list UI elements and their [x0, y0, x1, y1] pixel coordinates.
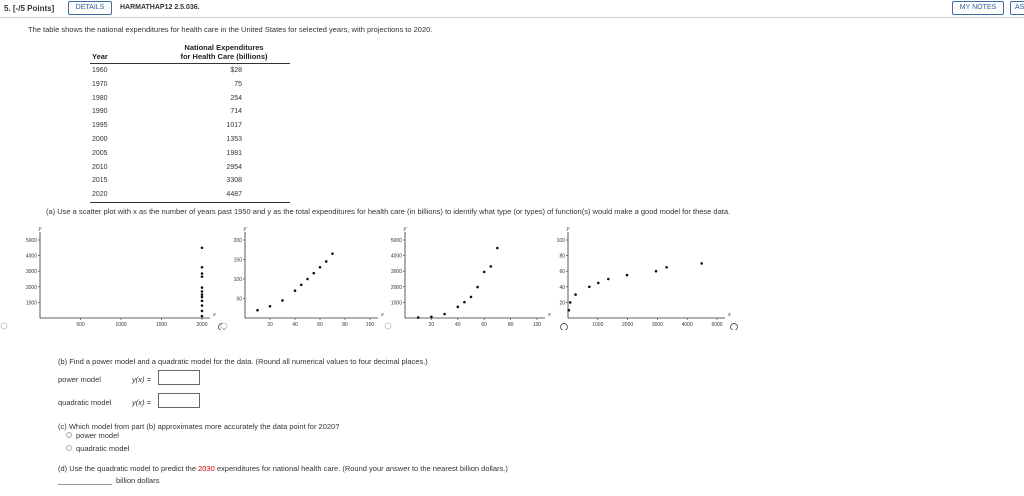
scatter-point — [476, 286, 479, 289]
x-axis-label: x — [213, 312, 216, 318]
scatter-point — [256, 309, 259, 312]
scatter-point — [201, 296, 204, 299]
power-fx-label — [132, 375, 151, 384]
scatter-point — [588, 286, 591, 289]
x-tick-label: 20 — [428, 322, 435, 328]
table-row — [90, 147, 290, 161]
table-cell-value: 2954 — [226, 163, 242, 171]
y-tick-label: 100 — [556, 238, 565, 244]
y-tick-label: 2000 — [390, 284, 402, 291]
x-tick-label: 4000 — [681, 322, 693, 328]
scatter-point — [306, 278, 309, 281]
x-tick-label: 80 — [342, 322, 348, 328]
y-tick-label: 2000 — [25, 284, 37, 291]
scatter-point — [626, 274, 629, 277]
x-axis-label: x — [548, 312, 551, 318]
table-row — [90, 119, 290, 133]
scatter-point — [201, 293, 204, 296]
x-tick-label: 2000 — [196, 322, 208, 328]
table-row — [90, 92, 290, 106]
radio-power-model[interactable] — [66, 432, 72, 438]
prediction-unit: billion dollars — [116, 476, 160, 485]
scatter-point — [300, 284, 303, 287]
x-tick-label: 80 — [507, 322, 514, 328]
y-tick-label: 3000 — [390, 269, 402, 276]
x-tick-label: 100 — [365, 322, 375, 328]
y-axis-label: y — [566, 226, 570, 232]
y-tick-label: 200 — [233, 238, 242, 244]
y-tick-label: 80 — [559, 253, 565, 260]
part-d-prefix: (d) Use the quadratic model to predict the — [58, 464, 199, 473]
table-cell-year: 1970 — [92, 80, 108, 88]
scatter-point — [201, 275, 204, 278]
x-axis-label: x — [381, 312, 384, 318]
y-tick-label: 4000 — [25, 253, 37, 260]
part-b-prompt: (b) Find a power model and a quadratic model for the data. (Round all numerical values to four decimal places.) — [58, 357, 428, 366]
y-tick-label: 1000 — [390, 300, 402, 307]
col-expenditures-header — [164, 43, 284, 61]
scatter-point — [457, 306, 460, 309]
table-bottom-rule — [90, 202, 290, 203]
quadratic-model-input[interactable] — [158, 393, 200, 408]
plot-option-radio-2 — [221, 323, 227, 329]
power-model-label: power model — [58, 375, 101, 384]
y-tick-label: 1000 — [25, 300, 37, 307]
part-a-prompt: (a) Use a scatter plot with x as the number of years past 1950 and y as the total expenditures for health care (in billions) to identify what type (or types) of function(s) would make a good model for these data. — [46, 207, 731, 216]
scatter-point — [331, 252, 334, 255]
table-cell-year: 2020 — [92, 191, 108, 199]
scatter-plots-svg — [0, 222, 1024, 330]
scatter-point — [568, 309, 571, 312]
x-tick-label: 100 — [532, 322, 542, 328]
table-cell-value: 4487 — [226, 191, 242, 199]
table-cell-value: 254 — [230, 94, 242, 102]
details-button[interactable]: DETAILS — [68, 1, 112, 15]
y-axis-label: y — [243, 226, 247, 232]
scatter-point — [463, 301, 466, 304]
table-row — [90, 174, 290, 188]
scatter-point — [700, 262, 703, 265]
info-icon — [731, 324, 738, 331]
table-cell-value: 3308 — [226, 177, 242, 185]
table-row — [90, 188, 290, 202]
scatter-point — [281, 299, 284, 302]
col-exp-line2: for Health Care (billions) — [180, 52, 268, 61]
quadratic-model-label: quadratic model — [58, 398, 112, 407]
scatter-plot-options — [0, 222, 1024, 330]
x-tick-label: 5000 — [711, 322, 723, 328]
y-tick-label: 4000 — [390, 253, 402, 260]
table-header — [90, 42, 290, 64]
x-tick-label: 40 — [455, 322, 461, 328]
scatter-point — [325, 260, 328, 263]
scatter-point — [201, 315, 204, 318]
table-cell-value: 75 — [234, 80, 242, 88]
scatter-point — [201, 286, 204, 289]
x-tick-label: 60 — [317, 322, 323, 328]
x-tick-label: 2000 — [622, 322, 634, 328]
table-row — [90, 64, 290, 78]
table-cell-value: 1353 — [226, 135, 242, 143]
table-cell-year: 2000 — [92, 135, 108, 143]
y-axis-label: y — [38, 226, 42, 232]
scatter-point — [569, 301, 572, 304]
y-axis-label: y — [403, 226, 407, 232]
y-tick-label: 60 — [559, 269, 565, 276]
y-tick-label: 5000 — [390, 238, 402, 244]
scatter-point — [430, 316, 433, 319]
table-row — [90, 105, 290, 119]
table-cell-year: 1980 — [92, 94, 108, 102]
scatter-point — [201, 310, 204, 313]
scatter-point — [417, 316, 420, 319]
scatter-point — [319, 266, 322, 269]
y-tick-label: 3000 — [25, 269, 37, 276]
scatter-point — [201, 290, 204, 293]
x-tick-label: 20 — [267, 322, 273, 328]
scatter-point — [201, 300, 204, 303]
x-tick-label: 3000 — [651, 322, 663, 328]
y-tick-label: 50 — [236, 296, 242, 303]
table-cell-year: 2015 — [92, 177, 108, 185]
scatter-point — [496, 247, 499, 250]
plot-option-radio-3 — [385, 323, 391, 329]
table-cell-value: $28 — [230, 67, 242, 74]
col-year-header: Year — [92, 52, 108, 61]
my-notes-button[interactable]: MY NOTES — [952, 1, 1004, 15]
y-tick-label: 100 — [233, 277, 242, 283]
scatter-point — [574, 293, 577, 296]
x-tick-label: 1000 — [592, 322, 604, 328]
table-cell-year: 2005 — [92, 149, 108, 157]
y-tick-label: 40 — [559, 284, 565, 291]
y-tick-label: 20 — [559, 300, 565, 307]
scatter-point — [443, 313, 446, 316]
power-model-input[interactable] — [158, 370, 200, 385]
scatter-point — [665, 266, 668, 269]
scatter-point — [470, 296, 473, 299]
expenditures-table — [90, 42, 290, 203]
scatter-point — [201, 272, 204, 275]
prediction-input[interactable] — [58, 484, 112, 485]
scatter-point — [201, 266, 204, 269]
table-cell-year: 1990 — [92, 108, 108, 116]
intro-text: The table shows the national expenditures for health care in the United States for selected years, with projections to 2020. — [28, 25, 433, 34]
table-cell-year: 2010 — [92, 163, 108, 171]
x-tick-label: 1000 — [115, 322, 127, 328]
x-tick-label: 40 — [292, 322, 298, 328]
table-cell-value: 1017 — [226, 122, 242, 130]
part-c-prompt: (c) Which model from part (b) approximates more accurately the data point for 2020? — [58, 422, 340, 431]
part-d-year: 2030 — [198, 464, 215, 473]
plot-option-radio-1 — [1, 323, 7, 329]
quadratic-fx-text: y(x) = — [132, 398, 151, 407]
question-points: 5. [-/5 Points] — [4, 4, 55, 13]
part-d-suffix: expenditures for national health care. (Round your answer to the nearest billion dollars.) — [214, 464, 508, 473]
scatter-point — [597, 282, 600, 285]
table-row — [90, 161, 290, 175]
ask-button[interactable]: AS — [1010, 1, 1024, 15]
x-tick-label: 60 — [481, 322, 487, 328]
info-icon — [561, 324, 568, 331]
scatter-point — [201, 247, 204, 250]
col-exp-line1: National Expenditures — [184, 43, 264, 52]
scatter-point — [312, 272, 315, 275]
scatter-point — [201, 304, 204, 307]
scatter-point — [490, 265, 493, 268]
question-header-bar — [0, 0, 1024, 18]
power-fx-text: y(x) = — [132, 375, 151, 384]
scatter-point — [607, 278, 610, 281]
problem-code: HARMATHAP12 2.5.036. — [120, 4, 200, 11]
x-tick-label: 1500 — [155, 322, 168, 328]
part-d-prompt — [58, 464, 508, 473]
scatter-point — [269, 305, 272, 308]
table-cell-value: 714 — [230, 108, 242, 116]
scatter-point — [483, 271, 486, 274]
y-tick-label: 5000 — [25, 238, 37, 244]
table-row — [90, 78, 290, 92]
option-power-model[interactable]: power model — [76, 431, 119, 440]
scatter-point — [655, 270, 658, 273]
radio-quadratic-model[interactable] — [66, 445, 72, 451]
x-axis-label: x — [728, 312, 731, 318]
table-row — [90, 133, 290, 147]
quadratic-fx-label — [132, 398, 151, 407]
table-cell-year: 1995 — [92, 122, 108, 130]
table-cell-year: 1960 — [92, 67, 108, 74]
y-tick-label: 150 — [233, 257, 242, 264]
scatter-point — [294, 289, 297, 292]
table-cell-value: 1981 — [226, 149, 242, 157]
table-body — [90, 64, 290, 202]
option-quadratic-model[interactable]: quadratic model — [76, 444, 130, 453]
x-tick-label: 500 — [76, 322, 85, 328]
